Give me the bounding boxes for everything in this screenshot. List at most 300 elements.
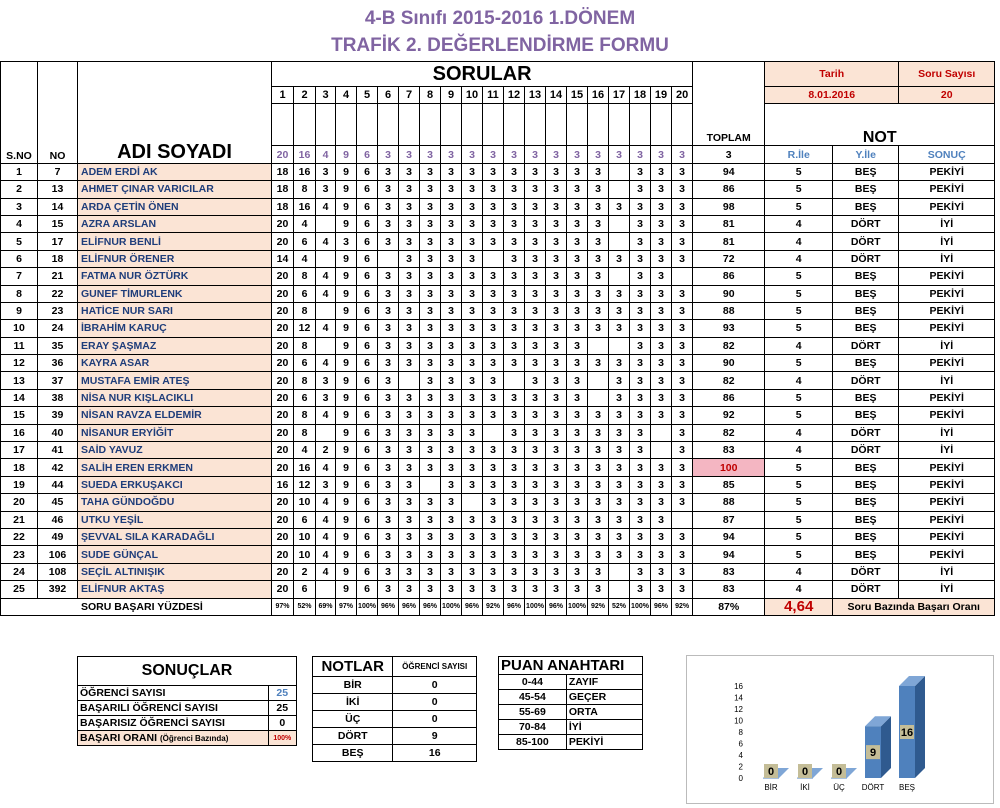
notlar-label: BİR: [313, 677, 393, 694]
score-cell: 3: [483, 355, 504, 372]
score-cell: [316, 302, 336, 319]
score-cell: 3: [462, 459, 483, 476]
score-cell: 3: [546, 268, 567, 285]
score-cell: 12: [294, 320, 316, 337]
notlar-label: İKİ: [313, 694, 393, 711]
score-cell: 3: [420, 320, 441, 337]
score-cell: [483, 424, 504, 441]
score-cell: 6: [357, 355, 378, 372]
score-cell: 20: [272, 546, 294, 563]
score-cell: 3: [420, 268, 441, 285]
score-cell: [504, 372, 525, 389]
score-cell: 3: [399, 233, 420, 250]
student-grade-word: BEŞ: [833, 546, 899, 563]
student-grade-number: 4: [765, 442, 833, 459]
score-cell: 3: [525, 268, 546, 285]
score-cell: 3: [609, 285, 630, 302]
summary-label: ÖĞRENCİ SAYISI: [78, 686, 269, 701]
student-name: SALİH EREN ERKMEN: [78, 459, 272, 476]
score-cell: 3: [525, 407, 546, 424]
question-number: 18: [630, 87, 651, 104]
score-cell: 3: [672, 494, 693, 511]
question-number: 12: [504, 87, 525, 104]
student-total: 98: [693, 198, 765, 215]
puan-label: ORTA: [566, 705, 642, 720]
score-cell: 3: [316, 372, 336, 389]
score-cell: 3: [672, 233, 693, 250]
score-cell: 3: [441, 302, 462, 319]
score-cell: 3: [378, 337, 399, 354]
score-cell: 3: [316, 389, 336, 406]
score-cell: 3: [441, 546, 462, 563]
student-result: PEKİYİ: [899, 320, 995, 337]
question-number: 2: [294, 87, 316, 104]
score-cell: 3: [630, 389, 651, 406]
score-cell: 4: [316, 546, 336, 563]
question-blank-cell: [588, 104, 609, 146]
score-cell: 3: [462, 424, 483, 441]
student-grade-number: 4: [765, 563, 833, 580]
notlar-row: [313, 728, 477, 745]
score-cell: 6: [357, 546, 378, 563]
student-row: [1, 528, 995, 545]
score-cell: 20: [272, 337, 294, 354]
score-cell: 3: [378, 407, 399, 424]
score-cell: 3: [462, 233, 483, 250]
score-cell: 3: [420, 389, 441, 406]
score-cell: 6: [294, 511, 316, 528]
score-cell: 4: [294, 442, 316, 459]
score-cell: 3: [399, 320, 420, 337]
student-grade-number: 5: [765, 407, 833, 424]
student-sno: 4: [1, 215, 38, 232]
score-cell: 3: [441, 215, 462, 232]
score-cell: 3: [546, 389, 567, 406]
results-summary: [77, 656, 297, 746]
student-result: İYİ: [899, 250, 995, 267]
score-cell: 3: [609, 302, 630, 319]
score-cell: 3: [441, 407, 462, 424]
score-cell: 3: [399, 563, 420, 580]
question-number: 4: [336, 87, 357, 104]
score-cell: 3: [609, 355, 630, 372]
student-result: İYİ: [899, 581, 995, 598]
student-row: [1, 355, 995, 372]
score-cell: 3: [672, 476, 693, 493]
score-cell: 6: [357, 511, 378, 528]
student-result: PEKİYİ: [899, 546, 995, 563]
score-cell: 3: [399, 581, 420, 598]
score-cell: 3: [462, 511, 483, 528]
student-grade-word: BEŞ: [833, 285, 899, 302]
score-cell: 9: [336, 250, 357, 267]
score-cell: 3: [441, 424, 462, 441]
score-cell: 3: [441, 494, 462, 511]
student-sno: 25: [1, 581, 38, 598]
score-cell: 3: [420, 372, 441, 389]
score-cell: 4: [316, 285, 336, 302]
score-cell: 3: [399, 355, 420, 372]
score-cell: 3: [588, 250, 609, 267]
student-name: KAYRA ASAR: [78, 355, 272, 372]
score-cell: 3: [399, 389, 420, 406]
score-cell: [378, 250, 399, 267]
score-cell: 3: [651, 163, 672, 180]
notlar-label: BEŞ: [313, 745, 393, 762]
bar-side: [881, 716, 891, 778]
puan-range: 55-69: [499, 705, 567, 720]
student-row: [1, 581, 995, 598]
student-total: 72: [693, 250, 765, 267]
student-sno: 23: [1, 546, 38, 563]
score-cell: 3: [441, 285, 462, 302]
score-cell: 6: [357, 233, 378, 250]
question-blank-cell: [357, 104, 378, 146]
score-cell: [651, 424, 672, 441]
score-cell: 3: [630, 355, 651, 372]
score-cell: 3: [399, 250, 420, 267]
score-cell: [316, 215, 336, 232]
score-cell: 16: [294, 459, 316, 476]
score-cell: 3: [546, 407, 567, 424]
score-cell: 3: [420, 198, 441, 215]
score-cell: 3: [525, 302, 546, 319]
data-label: 16: [900, 727, 914, 739]
score-cell: 3: [378, 563, 399, 580]
student-sno: 19: [1, 476, 38, 493]
score-cell: 9: [336, 215, 357, 232]
score-cell: 3: [441, 459, 462, 476]
score-cell: 3: [651, 581, 672, 598]
puan-row: [499, 720, 643, 735]
score-cell: 3: [420, 181, 441, 198]
score-cell: 3: [399, 494, 420, 511]
student-no: 106: [38, 546, 78, 563]
score-cell: 3: [609, 511, 630, 528]
student-sno: 8: [1, 285, 38, 302]
score-cell: 3: [672, 302, 693, 319]
student-no: 40: [38, 424, 78, 441]
question-blank-cell: [546, 104, 567, 146]
score-cell: 3: [546, 424, 567, 441]
footer-label: SORU BAŞARI YÜZDESİ: [1, 598, 272, 615]
soru-sayisi-value: 20: [899, 87, 995, 104]
student-result: PEKİYİ: [899, 407, 995, 424]
student-total: 86: [693, 181, 765, 198]
score-cell: 3: [462, 215, 483, 232]
score-cell: 6: [357, 198, 378, 215]
score-cell: 3: [378, 372, 399, 389]
score-cell: 3: [567, 250, 588, 267]
score-cell: 20: [272, 581, 294, 598]
score-cell: 3: [588, 511, 609, 528]
score-cell: 3: [630, 511, 651, 528]
score-cell: 3: [525, 163, 546, 180]
x-tick-label: İKİ: [800, 783, 810, 792]
score-cell: [316, 250, 336, 267]
score-cell: 3: [651, 233, 672, 250]
student-sno: 18: [1, 459, 38, 476]
student-no: 45: [38, 494, 78, 511]
score-cell: 3: [504, 163, 525, 180]
score-cell: [609, 233, 630, 250]
notlar-row: [313, 711, 477, 728]
score-cell: 3: [504, 546, 525, 563]
score-cell: 3: [504, 250, 525, 267]
score-cell: 3: [651, 476, 672, 493]
score-cell: [420, 476, 441, 493]
student-result: İYİ: [899, 233, 995, 250]
puan-range: 0-44: [499, 675, 567, 690]
student-name: MUSTAFA EMİR ATEŞ: [78, 372, 272, 389]
student-grade-number: 5: [765, 302, 833, 319]
score-cell: 3: [378, 389, 399, 406]
puan-range: 85-100: [499, 735, 567, 750]
score-cell: 3: [378, 546, 399, 563]
student-grade-number: 5: [765, 198, 833, 215]
score-cell: 3: [546, 511, 567, 528]
y-tick-label: 12: [734, 705, 743, 714]
student-sno: 10: [1, 320, 38, 337]
student-grade-number: 5: [765, 163, 833, 180]
score-cell: 16: [294, 163, 316, 180]
score-cell: 3: [483, 407, 504, 424]
student-grade-word: BEŞ: [833, 494, 899, 511]
question-number: 9: [441, 87, 462, 104]
score-cell: 3: [378, 233, 399, 250]
score-cell: 3: [483, 389, 504, 406]
score-cell: 3: [672, 563, 693, 580]
student-total: 87: [693, 511, 765, 528]
score-cell: 20: [272, 494, 294, 511]
student-sno: 21: [1, 511, 38, 528]
y-tick-label: 2: [738, 762, 743, 772]
student-result: İYİ: [899, 215, 995, 232]
student-name: SUEDA ERKUŞAKCI: [78, 476, 272, 493]
score-cell: 3: [525, 476, 546, 493]
score-cell: 3: [651, 268, 672, 285]
score-cell: 6: [357, 581, 378, 598]
score-cell: 3: [630, 442, 651, 459]
student-total: 83: [693, 442, 765, 459]
score-cell: 3: [546, 302, 567, 319]
score-cell: 3: [316, 163, 336, 180]
yile-header: Y.İle: [833, 146, 899, 163]
student-total: 90: [693, 355, 765, 372]
score-cell: 3: [525, 337, 546, 354]
question-number: 3: [316, 87, 336, 104]
student-sno: 15: [1, 407, 38, 424]
puan-label: PEKİYİ: [566, 735, 642, 750]
student-row: [1, 215, 995, 232]
score-cell: 9: [336, 528, 357, 545]
bar-front: [797, 778, 813, 779]
score-cell: 3: [588, 163, 609, 180]
summary-label: BAŞARISIZ ÖĞRENCİ SAYISI: [78, 716, 269, 731]
question-percent: 96%: [546, 598, 567, 615]
score-cell: 3: [567, 442, 588, 459]
score-cell: 3: [651, 355, 672, 372]
student-name: AZRA ARSLAN: [78, 215, 272, 232]
score-cell: 3: [441, 250, 462, 267]
score-cell: 3: [462, 442, 483, 459]
score-cell: 3: [651, 181, 672, 198]
puan-row: [499, 705, 643, 720]
score-cell: [588, 389, 609, 406]
score-cell: 20: [272, 285, 294, 302]
score-cell: 3: [336, 233, 357, 250]
score-cell: 3: [420, 285, 441, 302]
question-percent: 92%: [483, 598, 504, 615]
score-cell: 3: [567, 372, 588, 389]
student-row: [1, 407, 995, 424]
student-result: PEKİYİ: [899, 302, 995, 319]
question-percent: 92%: [672, 598, 693, 615]
student-sno: 13: [1, 372, 38, 389]
student-row: [1, 511, 995, 528]
student-grade-word: BEŞ: [833, 198, 899, 215]
score-cell: 6: [357, 476, 378, 493]
student-grade-word: DÖRT: [833, 581, 899, 598]
score-cell: 3: [504, 424, 525, 441]
question-blank-cell: [441, 104, 462, 146]
score-cell: 3: [546, 215, 567, 232]
student-name: SUDE GÜNÇAL: [78, 546, 272, 563]
question-points: 9: [336, 146, 357, 163]
score-cell: 3: [672, 337, 693, 354]
score-cell: 9: [336, 372, 357, 389]
data-label: 0: [801, 766, 809, 778]
x-tick-label: DÖRT: [861, 783, 885, 792]
question-blank-cell: [651, 104, 672, 146]
student-total: 93: [693, 320, 765, 337]
score-cell: 2: [294, 563, 316, 580]
question-number: 10: [462, 87, 483, 104]
score-cell: 3: [567, 424, 588, 441]
score-cell: 3: [399, 198, 420, 215]
score-cell: 3: [630, 476, 651, 493]
score-cell: 8: [294, 407, 316, 424]
student-no: 24: [38, 320, 78, 337]
score-cell: 3: [651, 528, 672, 545]
score-cell: [609, 181, 630, 198]
score-cell: 4: [316, 494, 336, 511]
student-grade-word: BEŞ: [833, 268, 899, 285]
score-cell: [588, 372, 609, 389]
student-result: PEKİYİ: [899, 494, 995, 511]
question-number: 1: [272, 87, 294, 104]
score-cell: 3: [630, 494, 651, 511]
score-cell: 9: [336, 511, 357, 528]
student-result: PEKİYİ: [899, 459, 995, 476]
rile-header: R.İle: [765, 146, 833, 163]
score-cell: 3: [546, 285, 567, 302]
score-cell: 3: [378, 198, 399, 215]
student-sno: 9: [1, 302, 38, 319]
score-cell: 3: [462, 355, 483, 372]
score-cell: 6: [294, 581, 316, 598]
score-cell: 6: [357, 459, 378, 476]
score-cell: 3: [483, 372, 504, 389]
score-cell: 3: [504, 320, 525, 337]
score-cell: 3: [609, 389, 630, 406]
score-cell: 3: [462, 528, 483, 545]
score-cell: 3: [399, 337, 420, 354]
student-row: [1, 181, 995, 198]
score-cell: 3: [399, 268, 420, 285]
score-cell: 6: [357, 563, 378, 580]
score-cell: 3: [651, 389, 672, 406]
success-rate-sub: (Öğrenci Bazında): [159, 734, 229, 743]
score-cell: 3: [630, 459, 651, 476]
score-cell: 3: [420, 442, 441, 459]
score-cell: 20: [272, 268, 294, 285]
not-header: NOT: [765, 104, 995, 146]
bar-side: [915, 676, 925, 778]
score-cell: 9: [336, 337, 357, 354]
score-cell: 3: [609, 528, 630, 545]
student-sno: 14: [1, 389, 38, 406]
score-cell: 3: [420, 250, 441, 267]
question-number: 15: [567, 87, 588, 104]
score-cell: 3: [483, 581, 504, 598]
notlar-value: 16: [393, 745, 477, 762]
score-cell: [316, 581, 336, 598]
grades-count-table: [312, 656, 477, 762]
student-total: 86: [693, 268, 765, 285]
score-cell: [609, 215, 630, 232]
score-cell: 6: [294, 285, 316, 302]
notlar-row: [313, 694, 477, 711]
student-row: [1, 494, 995, 511]
score-cell: 3: [483, 337, 504, 354]
student-grade-word: BEŞ: [833, 320, 899, 337]
score-cell: 3: [588, 198, 609, 215]
score-cell: 3: [609, 407, 630, 424]
score-cell: 3: [651, 407, 672, 424]
score-cell: 3: [462, 163, 483, 180]
student-grade-word: BEŞ: [833, 181, 899, 198]
score-cell: 3: [441, 442, 462, 459]
notlar-value: 0: [393, 711, 477, 728]
score-cell: 3: [420, 459, 441, 476]
score-cell: 9: [336, 198, 357, 215]
student-name: NİSANUR ERYİĞİT: [78, 424, 272, 441]
score-cell: 3: [672, 546, 693, 563]
score-cell: 3: [672, 250, 693, 267]
question-number: 17: [609, 87, 630, 104]
student-no: 39: [38, 407, 78, 424]
score-cell: 3: [441, 372, 462, 389]
score-cell: 3: [378, 442, 399, 459]
score-cell: 3: [441, 563, 462, 580]
toplam-top: TOPLAM: [693, 62, 765, 146]
score-cell: [672, 511, 693, 528]
question-points: 3: [546, 146, 567, 163]
score-cell: [609, 163, 630, 180]
score-cell: 3: [567, 337, 588, 354]
student-name: ŞEVVAL SILA KARADAĞLI: [78, 528, 272, 545]
score-cell: 3: [441, 355, 462, 372]
score-cell: 3: [588, 581, 609, 598]
question-number: 6: [378, 87, 399, 104]
score-cell: 3: [546, 372, 567, 389]
score-cell: 3: [651, 215, 672, 232]
x-tick-label: BEŞ: [898, 783, 916, 792]
student-row: [1, 250, 995, 267]
student-total: 86: [693, 389, 765, 406]
score-cell: 9: [336, 389, 357, 406]
